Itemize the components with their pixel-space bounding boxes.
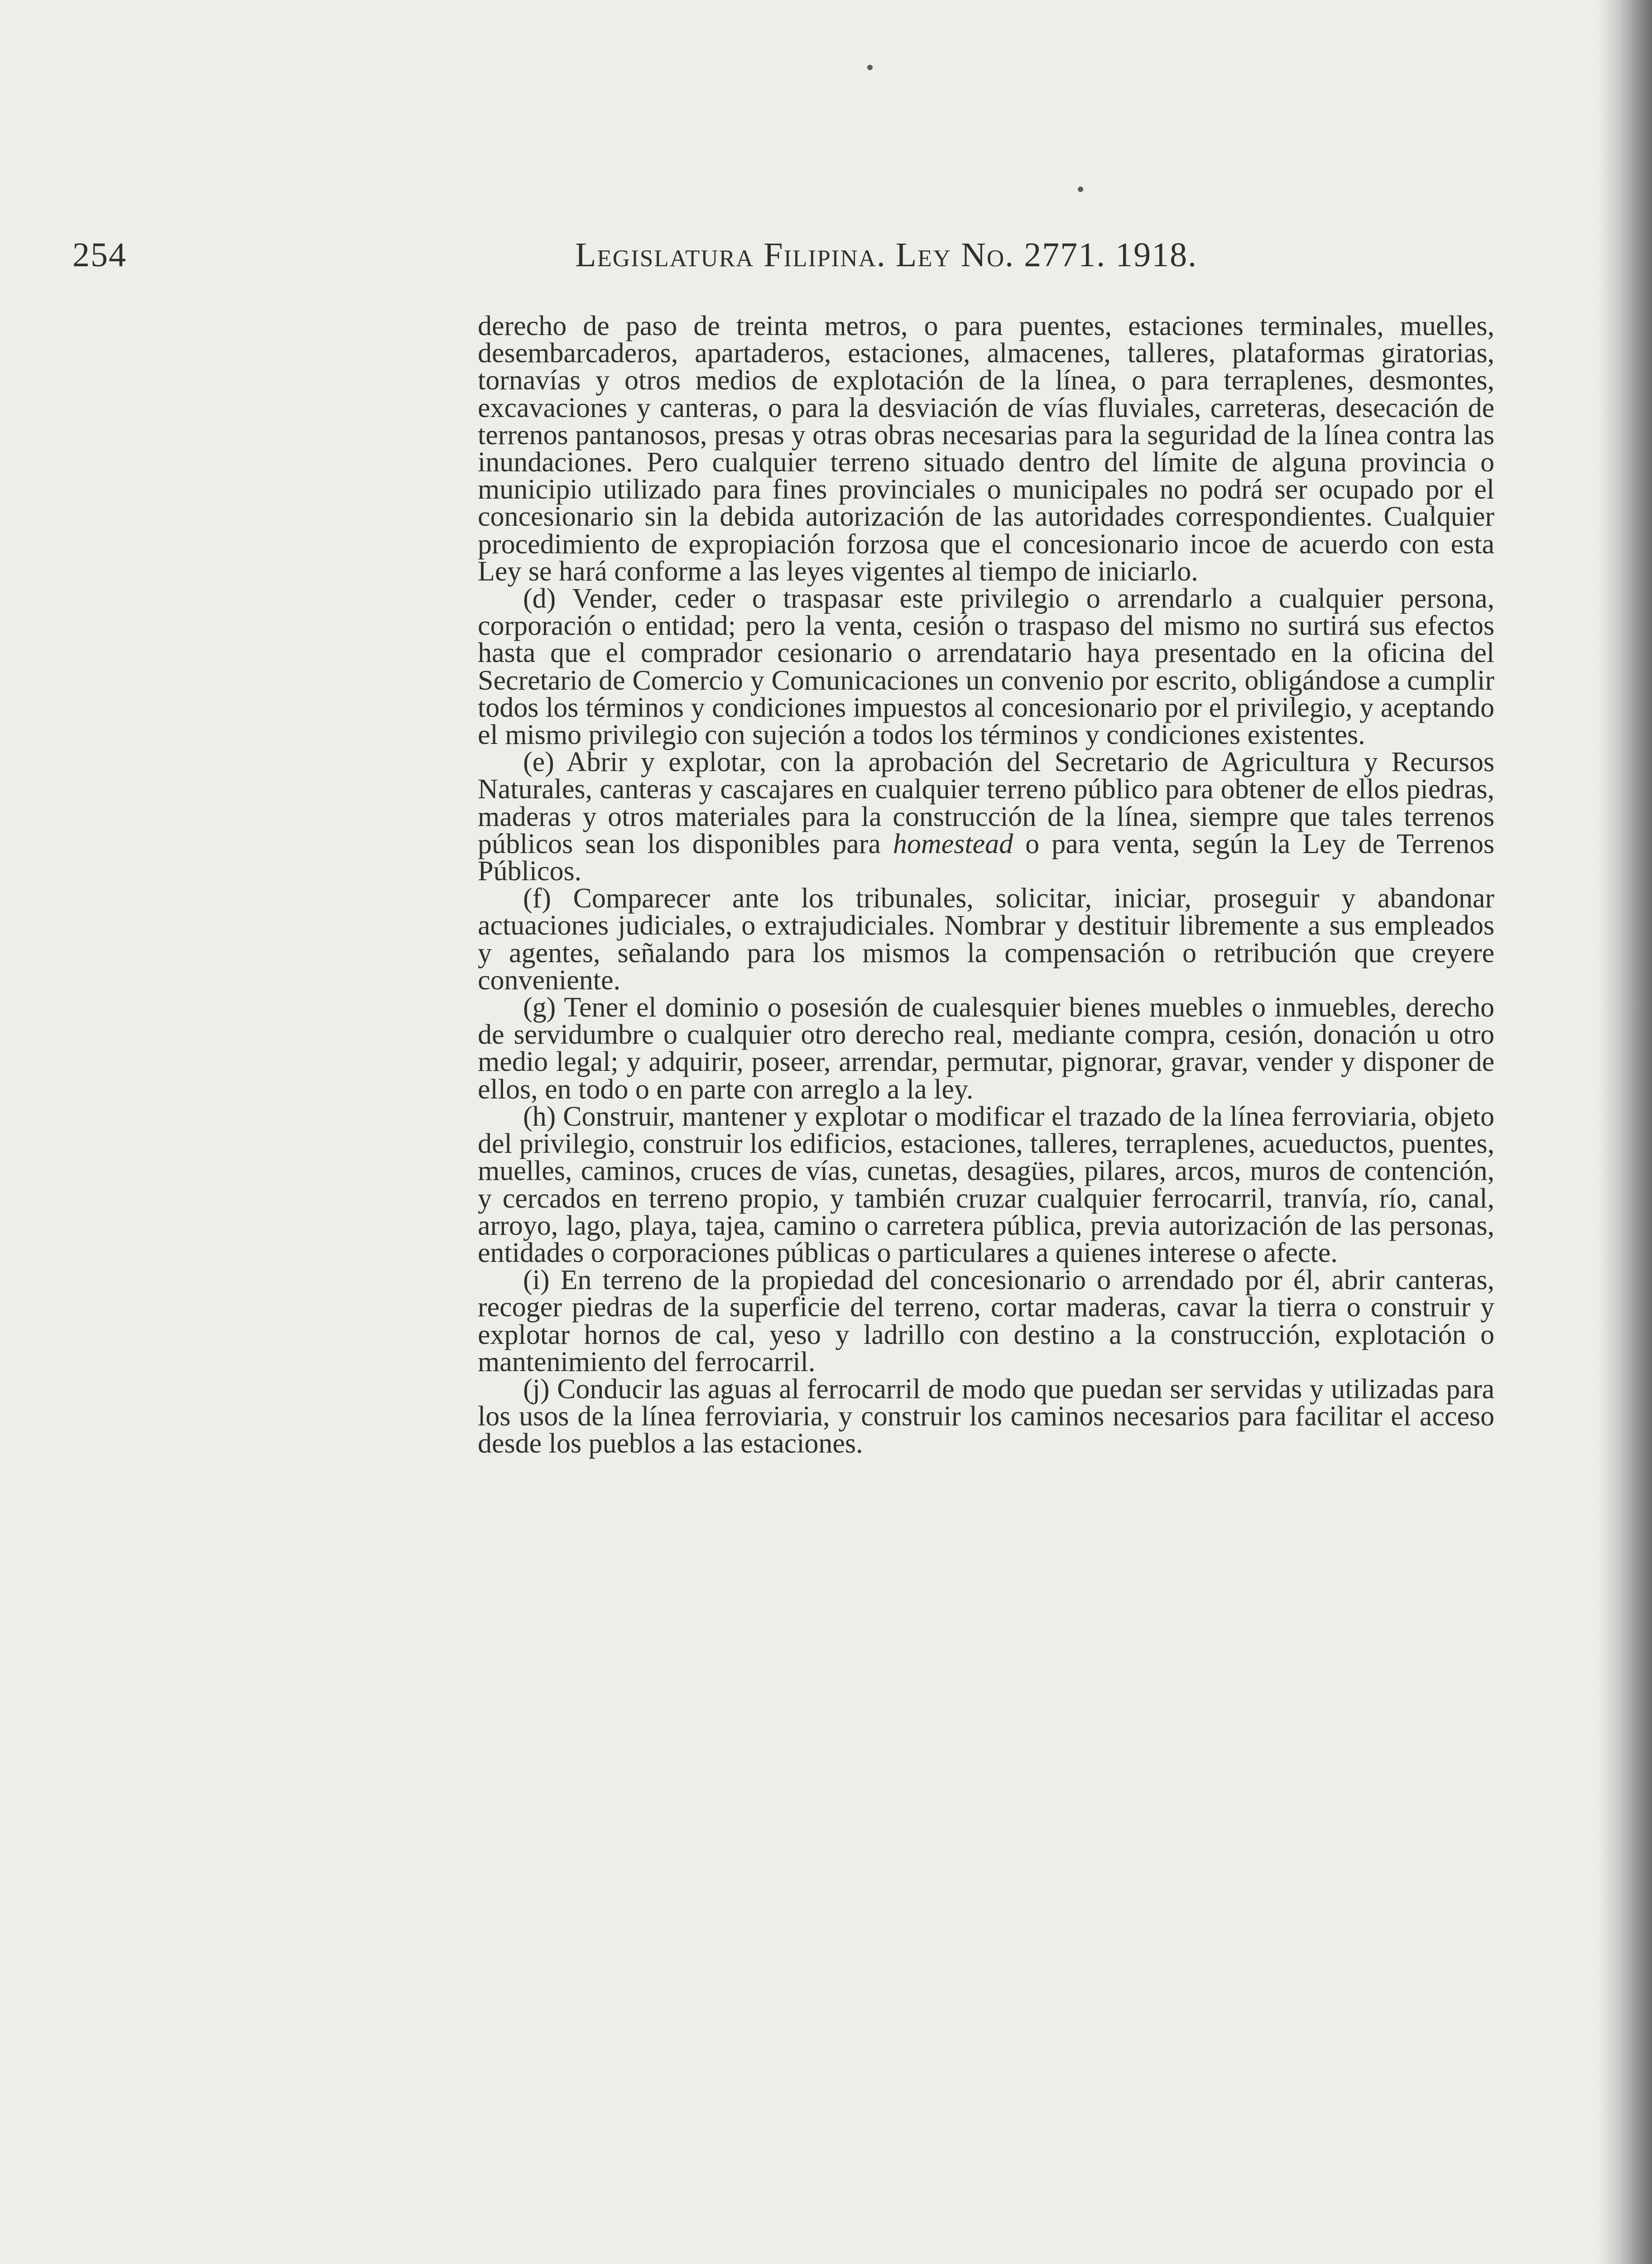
clause-marker: (g) (523, 992, 556, 1023)
running-head: Legislatura Filipina. Ley No. 2771. 1918. (575, 236, 1198, 274)
italic-term: homestead (893, 828, 1013, 859)
clause-marker: (d) (523, 583, 556, 614)
clause-marker: (i) (523, 1265, 550, 1296)
paragraph-text: o para venta, según la Ley de Terrenos Públicos. (478, 828, 1494, 887)
page-number: 254 (72, 236, 127, 274)
paragraph-text: Abrir y explotar, con la aprobación del Secretario de Agricultura y Recursos Naturales, canteras y cascajares en cualquier terreno público para obtener de ellos piedras, maderas y otros materiales para la construcción de la línea, siempre que tales terrenos públicos sean los disponibles para (478, 747, 1494, 859)
paragraph-text: En terreno de la propiedad del concesionario o arrendado por él, abrir canteras, recoger piedras de la superficie del terreno, cortar maderas, cavar la tierra o construir y explotar hornos de cal, yeso y ladrillo con destino a la construcción, explotación o mantenimiento del ferrocarril. (478, 1265, 1494, 1377)
paragraph-i (478, 1266, 1494, 1376)
body-text (478, 312, 1494, 1458)
paragraph-text: Vender, ceder o traspasar este privilegio o arrendarlo a cualquier persona, corporación o entidad; pero la venta, cesión o traspaso del mismo no surtirá sus efectos hasta que el comprador cesionario o arrendatario haya presentado en la oficina del Secretario de Comercio y Comunicaciones un convenio por escrito, obligándose a cumplir todos los términos y condiciones impuestos al concesionario por el privilegio, y aceptando el mismo privilegio con sujeción a todos los términos y condiciones existentes. (478, 583, 1494, 751)
paragraph-d (478, 583, 1494, 751)
clause-marker: (j) (523, 1373, 550, 1405)
paragraph-continuation (478, 312, 1494, 585)
clause-marker: (e) (523, 747, 554, 778)
paragraph-text: Tener el dominio o posesión de cualesquier bienes muebles o inmuebles, derecho de servidumbre o cualquier otro derecho real, mediante compra, cesión, donación u otro medio legal; y adquirir, poseer, arrendar, permutar, pignorar, gravar, vender y disponer de ellos, en todo o en parte con arreglo a la ley. (478, 992, 1494, 1105)
paragraph-e (478, 748, 1494, 885)
clause-marker: (h) (523, 1101, 556, 1132)
paragraph-g (478, 994, 1494, 1103)
ink-speck (1078, 187, 1083, 192)
paragraph-j (478, 1373, 1494, 1459)
paragraph-text: Construir, mantener y explotar o modificar el trazado de la línea ferroviaria, objeto del privilegio, construir los edificios, estaciones, talleres, terraplenes, acueductos, puentes, muelles, caminos, cruces de vías, cunetas, desagües, pilares, arcos, muros de contención, y cercados en terreno propio, y también cruzar cualquier ferrocarril, tranvía, río, canal, arroyo, lago, playa, tajea, camino o carretera pública, previa autorización de las personas, entidades o corporaciones públicas o particulares a quienes interese o afecte. (478, 1101, 1494, 1268)
paragraph-text: Conducir las aguas al ferrocarril de modo que puedan ser servidas y utilizadas para los usos de la línea ferroviaria, y construir los caminos necesarios para facilitar el acceso desde los pueblos a las estaciones. (478, 1373, 1494, 1459)
page-edge-shadow (1598, 0, 1652, 2264)
paragraph-f (478, 885, 1494, 994)
page-header (72, 235, 1449, 290)
paragraph-h (478, 1103, 1494, 1266)
paragraph-text: Comparecer ante los tribunales, solicitar, iniciar, proseguir y abandonar actuaciones judiciales, o extrajudiciales. Nombrar y destituir libremente a sus empleados y agentes, señalando para los mismos la compensación o retribución que creyere conveniente. (478, 883, 1494, 996)
clause-marker: (f) (523, 883, 551, 914)
paragraph-text: derecho de paso de treinta metros, o para puentes, estaciones terminales, muelles, desembarcaderos, apartaderos, estaciones, almacenes, talleres, plataformas giratorias, tornavías y otros medios de explotación de la línea, o para terraplenes, desmontes, excavaciones y canteras, o para la desviación de vías fluviales, carreteras, desecación de terrenos pantanosos, presas y otras obras necesarias para la seguridad de la línea contra las inundaciones. Pero cualquier terreno situado dentro del límite de alguna provincia o municipio utilizado para fines provinciales o municipales no podrá ser ocupado por el concesionario sin la debida autorización de las autoridades correspondientes. Cualquier procedimiento de expropiación forzosa que el concesionario incoe de acuerdo con esta Ley se hará conforme a las leyes vigentes al tiempo de iniciarlo. (478, 311, 1494, 587)
ink-speck (867, 65, 873, 70)
